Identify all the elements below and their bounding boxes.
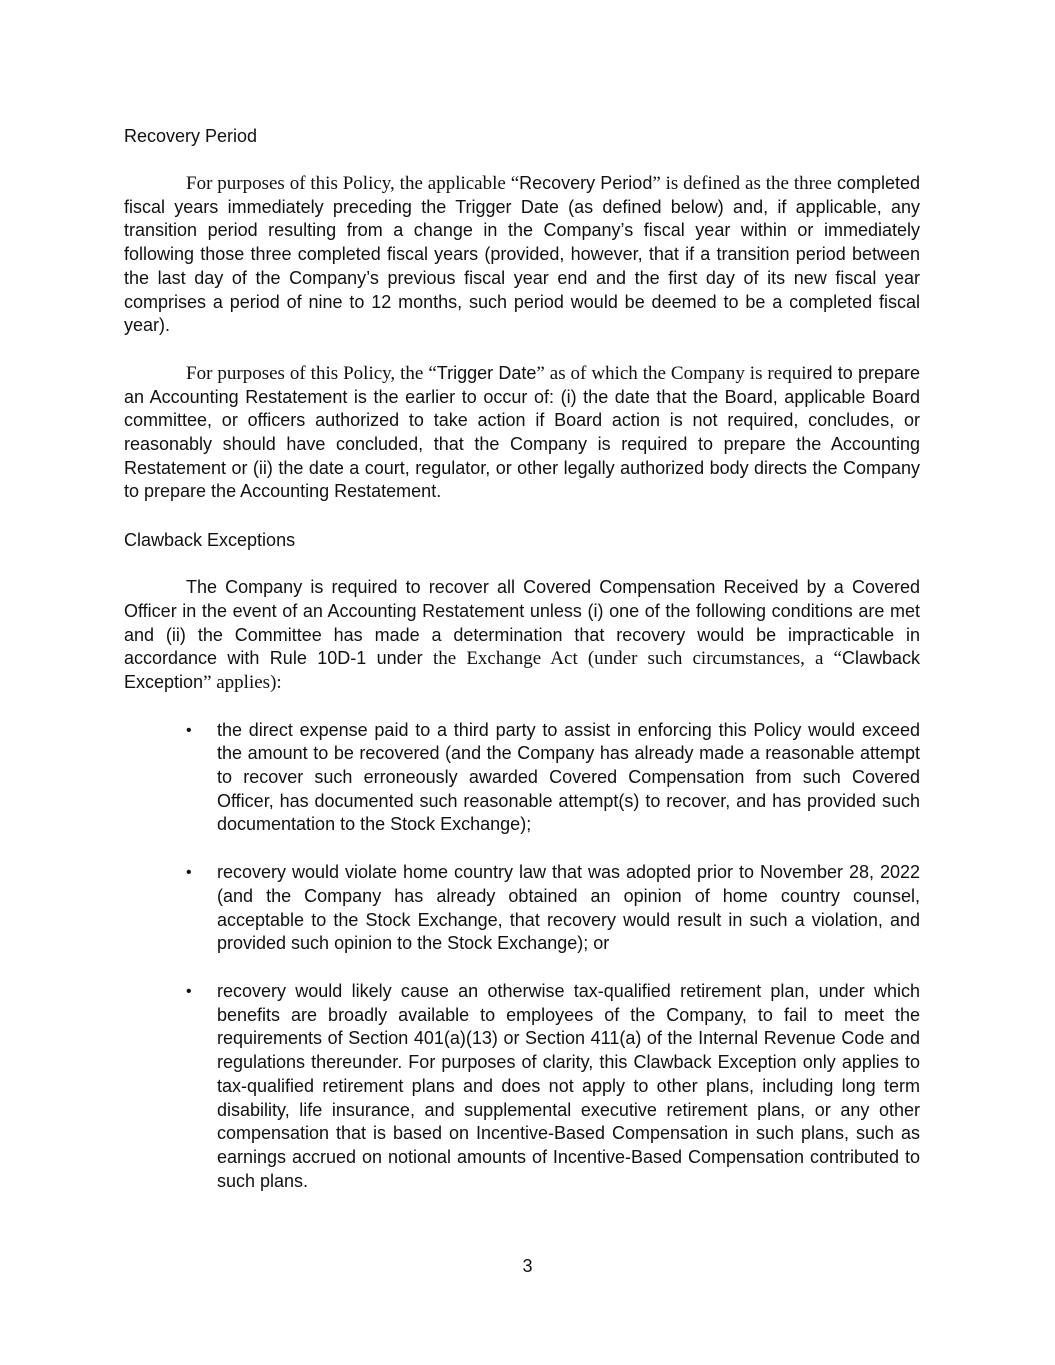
page-number: 3 <box>522 1256 533 1276</box>
clawback-intro-body-serif: the Exchange Act (under such circumstances, a “ <box>433 648 842 670</box>
trigger-date-paragraph <box>124 362 920 504</box>
bullet-icon: • <box>186 721 192 739</box>
clawback-exceptions-list <box>124 719 920 1194</box>
section-heading-clawback-exceptions: Clawback Exceptions <box>124 530 296 551</box>
list-item <box>124 980 920 1193</box>
trigger-date-tail: ” as of which the Company is requi <box>536 362 807 384</box>
bullet-icon: • <box>186 864 192 882</box>
recovery-period-term: Recovery Period <box>519 173 653 193</box>
trigger-date-term: Trigger Date <box>436 362 537 383</box>
recovery-period-body: completed fiscal years immediately preceding the Trigger Date (as defined below) and, if applicable, any transition period resulting from a change in the Company’s fiscal year within or immediately following those three completed fiscal years (provided, however, that if a transition period between the last day of the Company’s previous fiscal year end and the first day of its new fiscal year comprises a period of nine to 12 months, such period would be deemed to be a completed fiscal year). <box>124 173 920 336</box>
trigger-date-lead: For purposes of this Policy, the “ <box>186 362 437 384</box>
clawback-exception-term: Clawback Exception <box>124 648 921 692</box>
clawback-intro-paragraph <box>124 576 920 695</box>
section-heading-recovery-period: Recovery Period <box>124 126 258 146</box>
list-item <box>124 719 920 838</box>
recovery-period-tail: ” is defined as the three <box>652 173 832 194</box>
trigger-date-body: red to prepare an Accounting Restatement is the earlier to occur of: (i) the date that the Board, applicable Board committee, or officers authorized to take action if Board action is not required, concludes, or reasonably should have concluded, that the Company is required to prepare the Accounting Restatement or (ii) the date a court, regulator, or other legally authorized body directs the Company to prepare the Accounting Restatement. <box>124 362 920 502</box>
recovery-period-lead: For purposes of this Policy, the applicable “ <box>186 173 520 194</box>
clawback-intro-tail: ” applies): <box>203 671 282 693</box>
list-item-text: the direct expense paid to a third party to assist in enforcing this Policy would exceed the amount to be recovered (and the Company has already made a reasonable attempt to recover such erroneously awarded Covered Compensation from such Covered Officer, has documented such reasonable attempt(s) to recover, and has provided such documentation to the Stock Exchange); <box>217 719 920 835</box>
list-item-text: recovery would likely cause an otherwise tax-qualified retirement plan, under which benefits are broadly available to employees of the Company, to fail to meet the requirements of Section 401(a)(13) or Section 411(a) of the Internal Revenue Code and regulations thereunder. For purposes of clarity, this Clawback Exception only applies to tax-qualified retirement plans and does not apply to other plans, including long term disability, life insurance, and supplemental executive retirement plans, or any other compensation that is based on Incentive-Based Compensation in such plans, such as earnings accrued on notional amounts of Incentive-Based Compensation contributed to such plans. <box>217 980 920 1191</box>
clawback-intro-body: The Company is required to recover all Covered Compensation Received by a Covered Officer in the event of an Accounting Restatement unless (i) one of the following conditions are met and (ii) the Committee has made a determination that recovery would be impracticable in accordance with Rule 10D-1 under <box>124 577 920 669</box>
recovery-period-paragraph <box>124 172 920 338</box>
list-item-text: recovery would violate home country law that was adopted prior to November 28, 2022 (and the Company has already obtained an opinion of home country counsel, acceptable to the Stock Exchange, that recovery would result in such a violation, and provided such opinion to the Stock Exchange); or <box>217 862 920 954</box>
bullet-icon: • <box>186 982 192 1000</box>
list-item <box>124 861 920 956</box>
document-page <box>124 124 920 1217</box>
